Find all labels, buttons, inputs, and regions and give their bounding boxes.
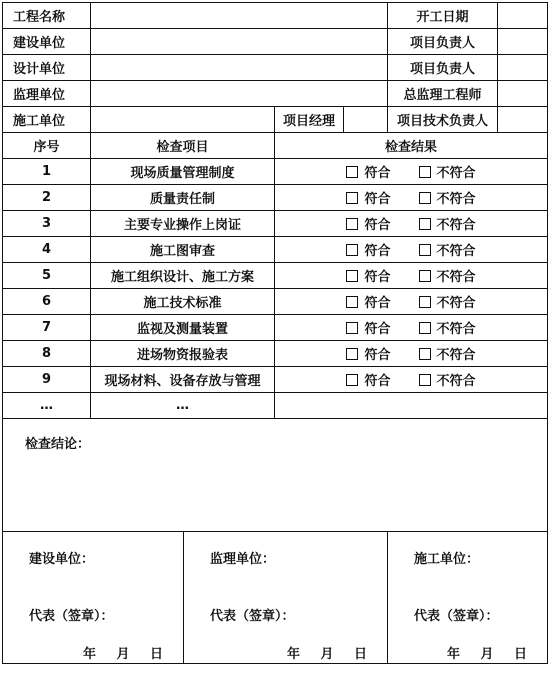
row-number: 5 [3, 263, 91, 289]
table-row [3, 159, 548, 185]
row-result[interactable] [275, 393, 548, 419]
construction-unit-row [3, 29, 548, 55]
signature-org-label: 施工单位： [414, 552, 480, 567]
fail-checkbox[interactable] [419, 240, 476, 259]
supervision-unit-row [3, 81, 548, 107]
row-number: 7 [3, 315, 91, 341]
inspection-table [2, 2, 548, 664]
checkbox-icon [419, 348, 431, 360]
fail-label: 不符合 [436, 218, 476, 233]
checkbox-icon [419, 218, 431, 230]
fail-label: 不符合 [436, 348, 476, 363]
fail-checkbox[interactable] [419, 188, 476, 207]
signature-row [3, 532, 548, 664]
pass-label: 符合 [364, 322, 391, 337]
pass-label: 符合 [364, 218, 391, 233]
signature-date-label: 年 月 日 [446, 647, 527, 662]
row-result [275, 263, 548, 289]
seq-header: 序号 [3, 133, 91, 159]
row-number: 8 [3, 341, 91, 367]
chief-supervisor-value[interactable] [498, 81, 548, 107]
row-item: 主要专业操作上岗证 [91, 211, 275, 237]
fail-checkbox[interactable] [419, 318, 476, 337]
row-result [275, 341, 548, 367]
fail-label: 不符合 [436, 192, 476, 207]
fail-label: 不符合 [436, 166, 476, 181]
row-number: 2 [3, 185, 91, 211]
fail-label: 不符合 [436, 270, 476, 285]
signature-date-label: 年 月 日 [82, 647, 163, 662]
chief-supervisor-label: 总监理工程师 [388, 81, 498, 107]
checkbox-icon [346, 374, 358, 386]
pass-checkbox[interactable] [346, 240, 390, 259]
project-name-label: 工程名称 [3, 3, 91, 29]
row-result [275, 289, 548, 315]
checkbox-icon [419, 270, 431, 282]
signature-rep-label: 代表（签章）： [210, 609, 295, 624]
fail-checkbox[interactable] [419, 344, 476, 363]
checkbox-icon [419, 192, 431, 204]
fail-checkbox[interactable] [419, 266, 476, 285]
pass-checkbox[interactable] [346, 318, 390, 337]
table-row [3, 289, 548, 315]
row-item: 现场材料、设备存放与管理 [91, 367, 275, 393]
supervision-unit-label: 监理单位 [3, 81, 91, 107]
pass-checkbox[interactable] [346, 266, 390, 285]
contractor-unit-label: 施工单位 [3, 107, 91, 133]
checkbox-icon [346, 244, 358, 256]
contractor-unit-row [3, 107, 548, 133]
conclusion-row [3, 419, 548, 532]
signature-cell-contractor[interactable] [388, 532, 548, 664]
table-row [3, 237, 548, 263]
row-result [275, 315, 548, 341]
signature-cell-construction[interactable] [3, 532, 184, 664]
project-leader-label: 项目负责人 [388, 29, 498, 55]
design-unit-value[interactable] [91, 55, 388, 81]
checkbox-icon [346, 322, 358, 334]
checkbox-icon [419, 322, 431, 334]
checkbox-icon [346, 296, 358, 308]
row-number: 1 [3, 159, 91, 185]
project-manager-label: 项目经理 [275, 107, 344, 133]
signature-org-label: 建设单位： [29, 552, 95, 567]
row-result [275, 237, 548, 263]
pass-label: 符合 [364, 244, 391, 259]
column-header-row [3, 133, 548, 159]
pass-checkbox[interactable] [346, 292, 390, 311]
start-date-label: 开工日期 [388, 3, 498, 29]
checkbox-icon [346, 218, 358, 230]
table-row [3, 263, 548, 289]
fail-label: 不符合 [436, 322, 476, 337]
conclusion-area[interactable] [3, 419, 548, 532]
row-item: 施工组织设计、施工方案 [91, 263, 275, 289]
fail-checkbox[interactable] [419, 214, 476, 233]
result-header: 检查结果 [275, 133, 548, 159]
checkbox-icon [346, 270, 358, 282]
technical-leader-value[interactable] [498, 107, 548, 133]
row-item: 现场质量管理制度 [91, 159, 275, 185]
construction-unit-label: 建设单位 [3, 29, 91, 55]
row-number: 3 [3, 211, 91, 237]
row-item: 进场物资报验表 [91, 341, 275, 367]
checkbox-icon [419, 374, 431, 386]
table-row [3, 367, 548, 393]
table-row [3, 315, 548, 341]
design-leader-value[interactable] [498, 55, 548, 81]
row-result [275, 367, 548, 393]
row-number: … [3, 393, 91, 419]
signature-date-label: 年 月 日 [286, 647, 367, 662]
contractor-unit-value[interactable] [91, 107, 275, 133]
project-name-value[interactable] [91, 3, 388, 29]
project-manager-value[interactable] [344, 107, 388, 133]
row-result [275, 185, 548, 211]
pass-label: 符合 [364, 270, 391, 285]
signature-rep-label: 代表（签章）： [29, 609, 114, 624]
pass-label: 符合 [364, 166, 391, 181]
row-number: 6 [3, 289, 91, 315]
row-number: 4 [3, 237, 91, 263]
fail-checkbox[interactable] [419, 370, 476, 389]
design-unit-label: 设计单位 [3, 55, 91, 81]
technical-leader-label: 项目技术负责人 [388, 107, 498, 133]
pass-label: 符合 [364, 374, 391, 389]
pass-checkbox[interactable] [346, 344, 390, 363]
inspection-form [2, 2, 547, 670]
signature-rep-label: 代表（签章）： [414, 609, 499, 624]
pass-checkbox[interactable] [346, 162, 390, 181]
project-leader-value[interactable] [498, 29, 548, 55]
start-date-value[interactable] [498, 3, 548, 29]
row-item: 监视及测量装置 [91, 315, 275, 341]
row-item: … [91, 393, 275, 419]
row-result [275, 159, 548, 185]
pass-checkbox[interactable] [346, 214, 390, 233]
signature-org-label: 监理单位： [210, 552, 276, 567]
item-header: 检查项目 [91, 133, 275, 159]
row-result [275, 211, 548, 237]
signature-cell-supervision[interactable] [184, 532, 388, 664]
pass-label: 符合 [364, 348, 391, 363]
table-row [3, 393, 548, 419]
fail-label: 不符合 [436, 296, 476, 311]
design-unit-row [3, 55, 548, 81]
fail-label: 不符合 [436, 374, 476, 389]
design-leader-label: 项目负责人 [388, 55, 498, 81]
checkbox-icon [419, 166, 431, 178]
supervision-unit-value[interactable] [91, 81, 388, 107]
fail-label: 不符合 [436, 244, 476, 259]
checkbox-icon [346, 348, 358, 360]
row-item: 质量责任制 [91, 185, 275, 211]
pass-label: 符合 [364, 296, 391, 311]
conclusion-label: 检查结论： [25, 437, 91, 452]
pass-checkbox[interactable] [346, 370, 390, 389]
table-row [3, 341, 548, 367]
checkbox-icon [346, 192, 358, 204]
pass-label: 符合 [364, 192, 391, 207]
construction-unit-value[interactable] [91, 29, 388, 55]
checkbox-icon [346, 166, 358, 178]
checkbox-icon [419, 244, 431, 256]
table-row [3, 185, 548, 211]
row-number: 9 [3, 367, 91, 393]
row-item: 施工技术标准 [91, 289, 275, 315]
pass-checkbox[interactable] [346, 188, 390, 207]
fail-checkbox[interactable] [419, 162, 476, 181]
project-name-row [3, 3, 548, 29]
table-row [3, 211, 548, 237]
fail-checkbox[interactable] [419, 292, 476, 311]
checkbox-icon [419, 296, 431, 308]
row-item: 施工图审查 [91, 237, 275, 263]
